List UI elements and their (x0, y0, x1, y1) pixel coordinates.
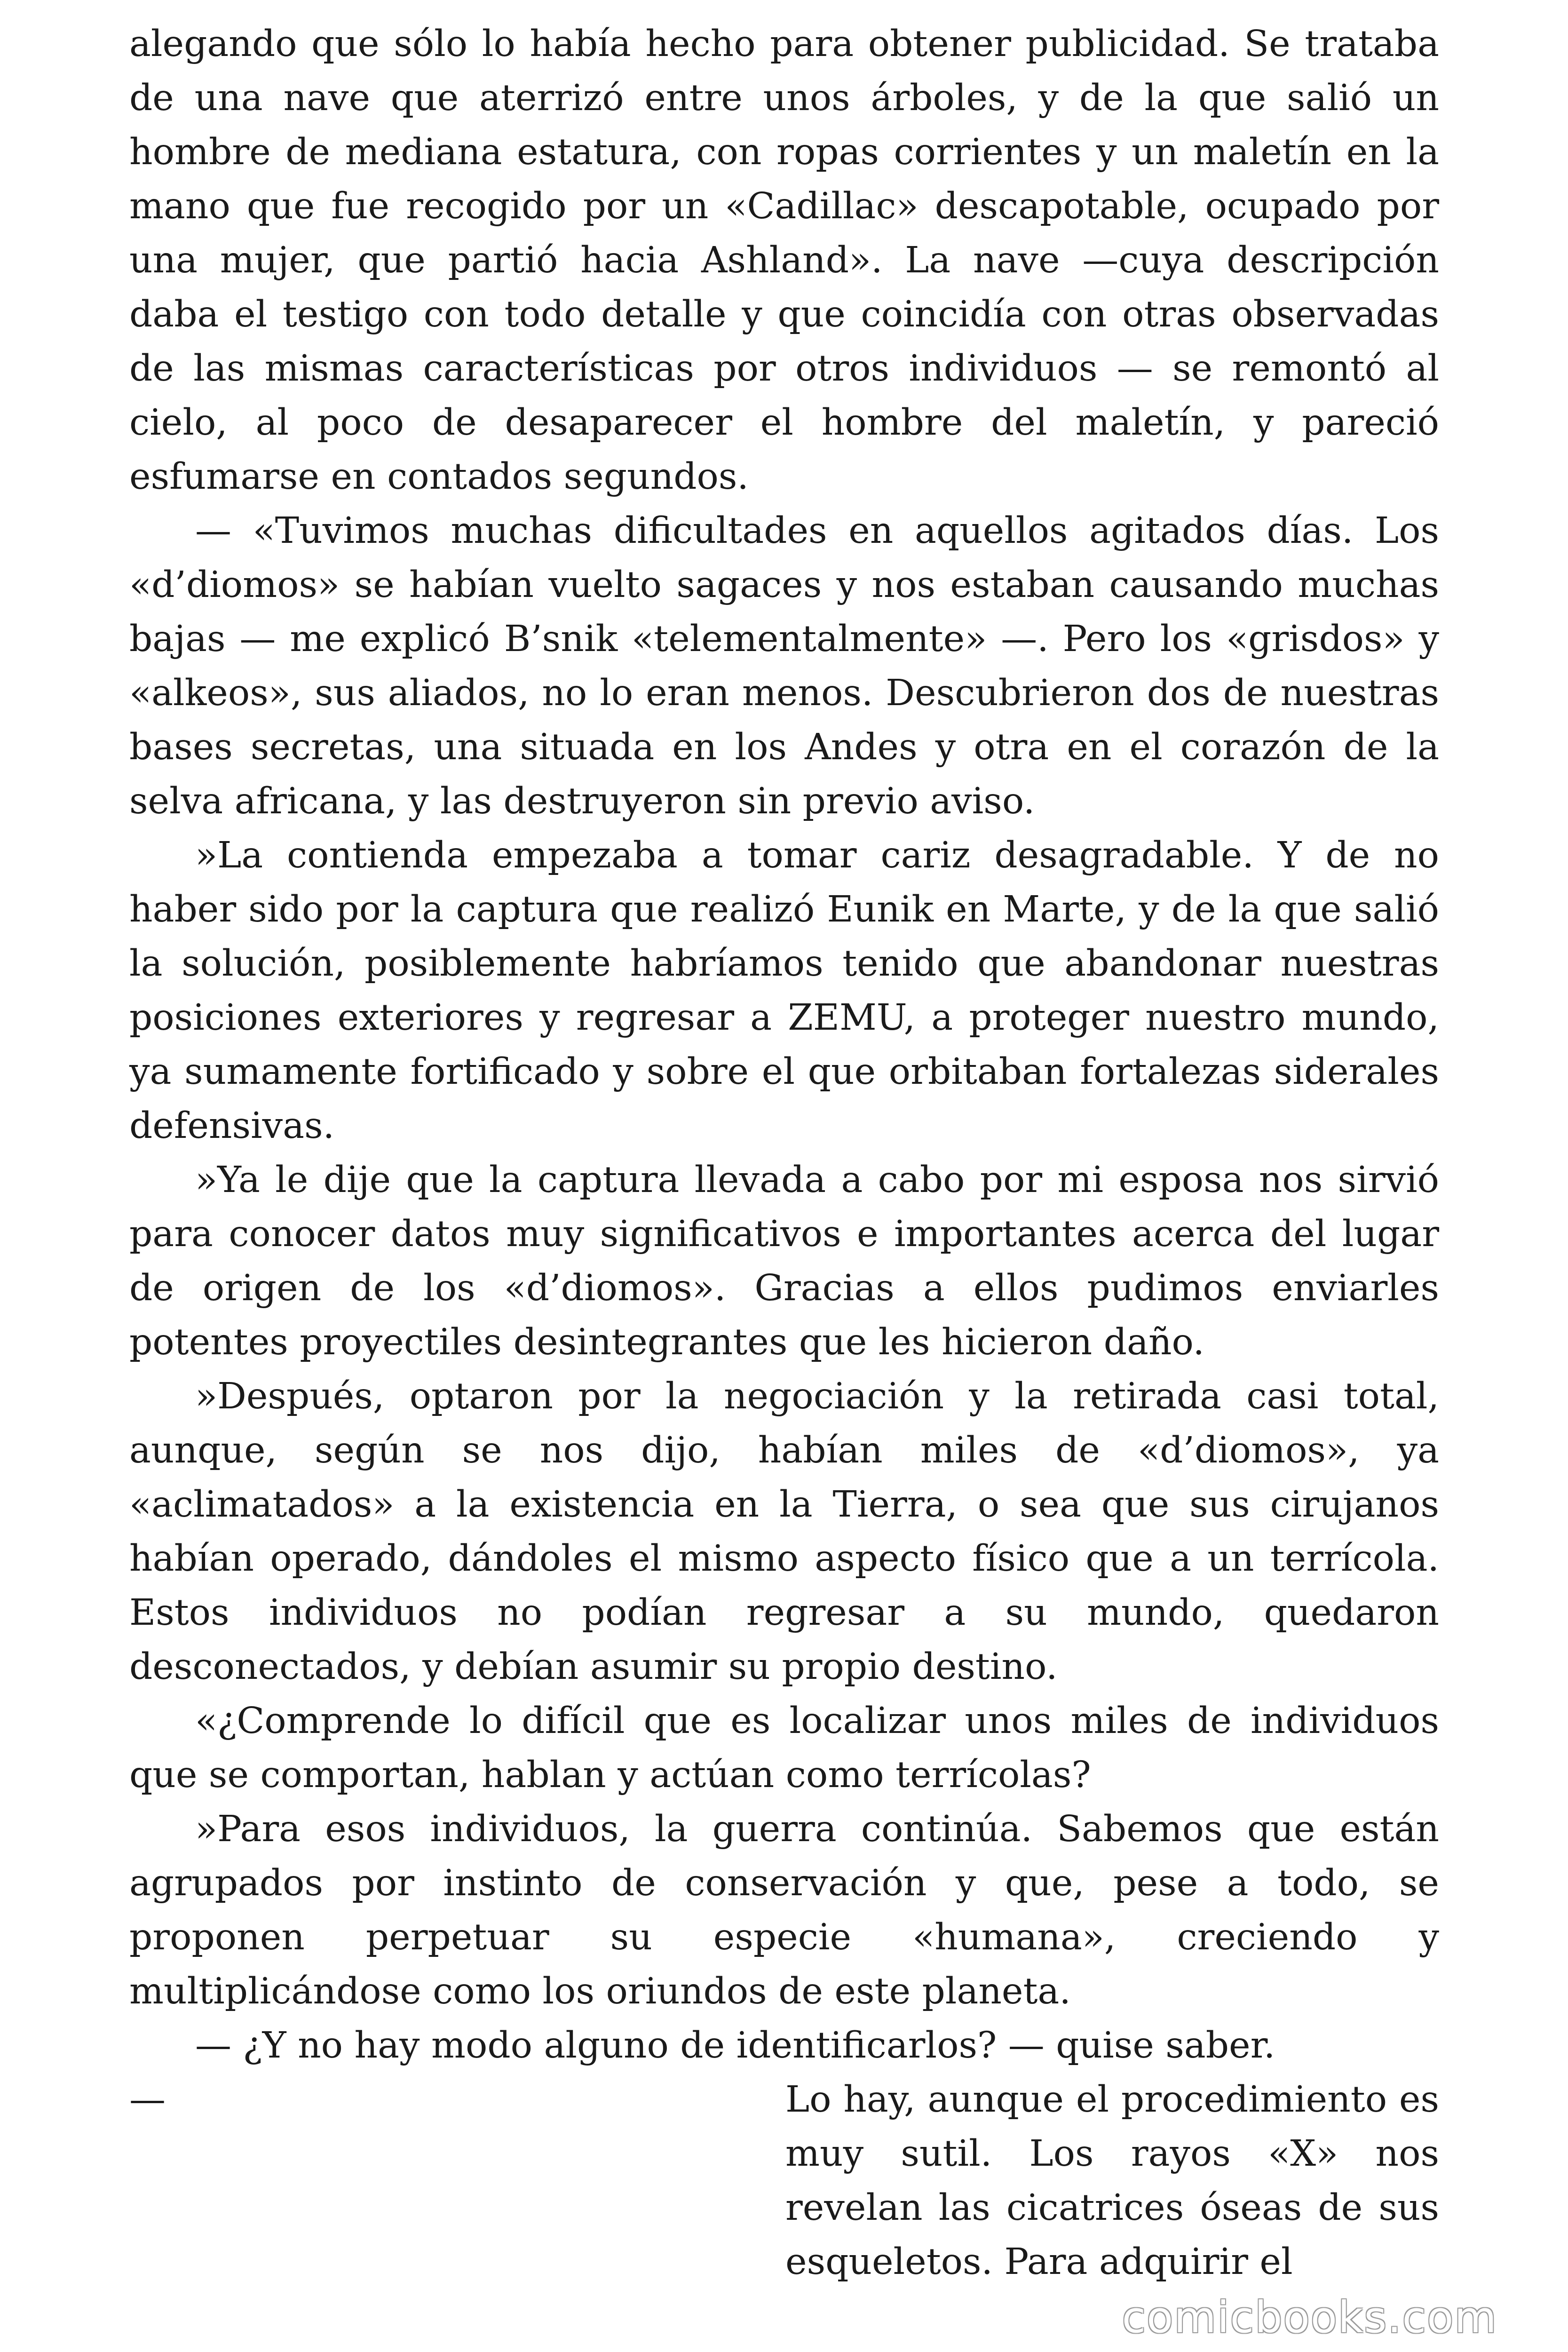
paragraph-2: — «Tuvimos muchas dificultades en aquellos agitados días. Los «d’diomos» se habían vuelto sagaces y nos estaban causando muchas bajas — me explicó B’snik «telementalmente» —. Pero los «grisdos» y «alkeos», sus aliados, no lo eran menos. Descubrieron dos de nuestras bases secretas, una situada en los Andes y otra en el corazón de la selva africana, y las destruyeron sin previo aviso. (129, 510, 1439, 822)
paragraph-6: «¿Comprende lo difícil que es localizar unos miles de individuos que se comportan, hablan y actúan como terrícolas? (129, 1700, 1439, 1796)
final-text: Lo hay, aunque el procedimiento es muy sutil. Los rayos «X» nos revelan las cicatrices óseas de sus esqueletos. Para adquirir el (785, 2079, 1439, 2283)
paragraph-4: »Ya le dije que la captura llevada a cabo por mi esposa nos sirvió para conocer datos muy significativos e importantes acerca del lugar de origen de los «d’diomos». Gracias a ellos pudimos enviarles potentes proyectiles desintegrantes que les hicieron daño. (129, 1159, 1439, 1363)
final-paragraph (129, 2073, 1439, 2289)
paragraph-3: »La contienda empezaba a tomar cariz desagradable. Y de no haber sido por la captura que realizó Eunik en Marte, y de la que salió la solución, posiblemente habríamos tenido que abandonar nuestras posiciones exteriores y regresar a ZEMU, a proteger nuestro mundo, ya sumamente fortificado y sobre el que orbitaban fortalezas siderales defensivas. (129, 834, 1439, 1147)
body-text (129, 17, 1439, 2289)
paragraph-8: — ¿Y no hay modo alguno de identificarlos? — quise saber. (195, 2025, 1275, 2066)
paragraph-7: »Para esos individuos, la guerra continúa. Sabemos que están agrupados por instinto de conservación y que, pese a todo, se proponen perpetuar su especie «humana», creciendo y multiplicándose como los oriundos de este planeta. (129, 1808, 1439, 2012)
watermark: comicbooks.com (1122, 2292, 1497, 2343)
paragraph-1: alegando que sólo lo había hecho para obtener publicidad. Se trataba de una nave que aterrizó entre unos árboles, y de la que salió un hombre de mediana estatura, con ropas corrientes y un maletín en la mano que fue recogido por un «Cadillac» descapotable, ocupado por una mujer, que partió hacia Ashland». La nave —cuya descripción daba el testigo con todo detalle y que coincidía con otras observadas de las mismas características por otros individuos — se remontó al cielo, al poco de desaparecer el hombre del maletín, y pareció esfumarse en contados segundos. (129, 23, 1439, 498)
final-dash: — (129, 2079, 166, 2121)
paragraph-5: »Después, optaron por la negociación y la retirada casi total, aunque, según se nos dijo, habían miles de «d’diomos», ya «aclimatados» a la existencia en la Tierra, o sea que sus cirujanos habían operado, dándoles el mismo aspecto físico que a un terrícola. Estos individuos no podían regresar a su mundo, quedaron desconectados, y debían asumir su propio destino. (129, 1375, 1439, 1688)
